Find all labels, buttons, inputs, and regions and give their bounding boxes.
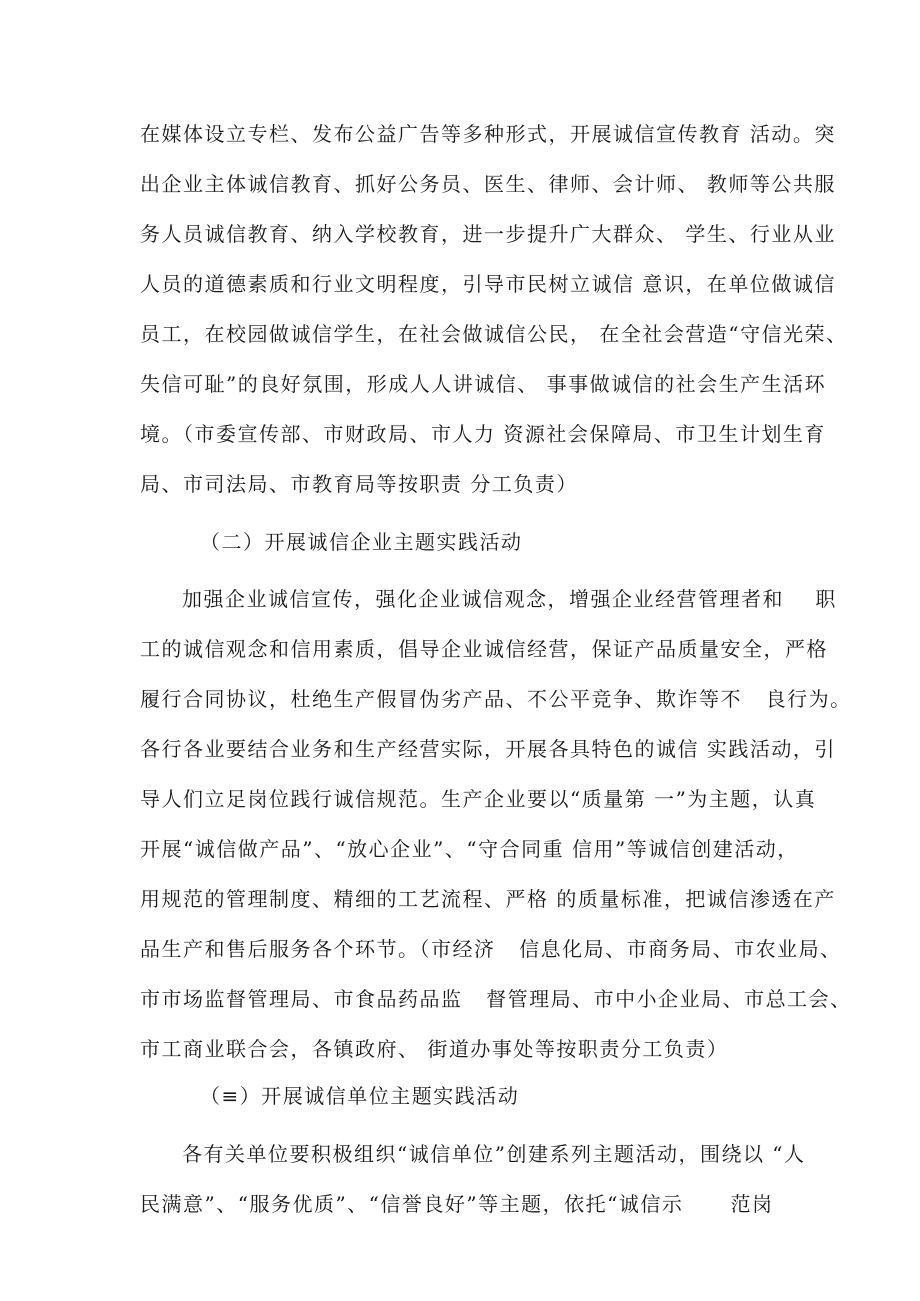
text-line: 品生产和售后服务各个环节。（市经济 信息化局、市商务局、市农业局、 [140, 937, 842, 961]
text-line: 市市场监督管理局、市食品药品监 督管理局、市中小企业局、市总工会、 [140, 987, 852, 1011]
text-line: 履行合同协议，杜绝生产假冒伪劣产品、不公平竞争、欺诈等不 良行为。 [140, 687, 852, 711]
text-line: 局、市司法局、市教育局等按职责 分工负责） [140, 472, 578, 496]
text-line: 务人员诚信教育、纳入学校教育，进一步提升广大群众、 学生、行业从业 [140, 222, 836, 246]
text-line: 人员的道德素质和行业文明程度，引导市民树立诚信 意识，在单位做诚信 [140, 272, 836, 296]
section-heading: （二）开展诚信企业主题实践活动 [200, 530, 523, 554]
text-line: 导人们立足岗位践行诚信规范。生产企业要以“质量第 一”为主题，认真 [140, 787, 817, 811]
text-line: 境。（市委宣传部、市财政局、市人力 资源社会保障局、市卫生计划生育 [140, 422, 826, 446]
text-line: 各有关单位要积极组织“诚信单位”创建系列主题活动，围绕以 “人 [182, 1142, 806, 1166]
text-line: 工的诚信观念和信用素质，倡导企业诚信经营，保证产品质量安全，严格 [140, 637, 828, 661]
text-line: 在媒体设立专栏、发布公益广告等多种形式，开展诚信宣传教育 活动。突 [140, 122, 836, 146]
text-line: 失信可耻”的良好氛围，形成人人讲诚信、 事事做诚信的社会生产生活环 [140, 372, 827, 396]
section-heading: （≡）开展诚信单位主题实践活动 [200, 1084, 520, 1108]
text-line: 加强企业诚信宣传，强化企业诚信观念，增强企业经营管理者和 职 [182, 587, 837, 611]
text-line: 各行各业要结合业务和生产经营实际，开展各具特色的诚信 实践活动，引 [140, 737, 836, 761]
text-line: 民满意”、“服务优质”、“信誉良好”等主题，依托“诚信示 范岗 [140, 1192, 774, 1216]
text-line: 开展“诚信做产品”、“放心企业”、“守合同重 信用”等诚信创建活动， [140, 837, 799, 861]
text-line: 用规范的管理制度、精细的工艺流程、严格 的质量标准，把诚信渗透在产 [140, 887, 836, 911]
text-line: 市工商业联合会，各镇政府、 街道办事处等按职责分工负责） [140, 1037, 729, 1061]
text-line: 员工，在校园做诚信学生，在社会做诚信公民， 在全社会营造“守信光荣、 [140, 322, 848, 346]
text-line: 出企业主体诚信教育、抓好公务员、医生、律师、会计师、 教师等公共服 [140, 172, 836, 196]
